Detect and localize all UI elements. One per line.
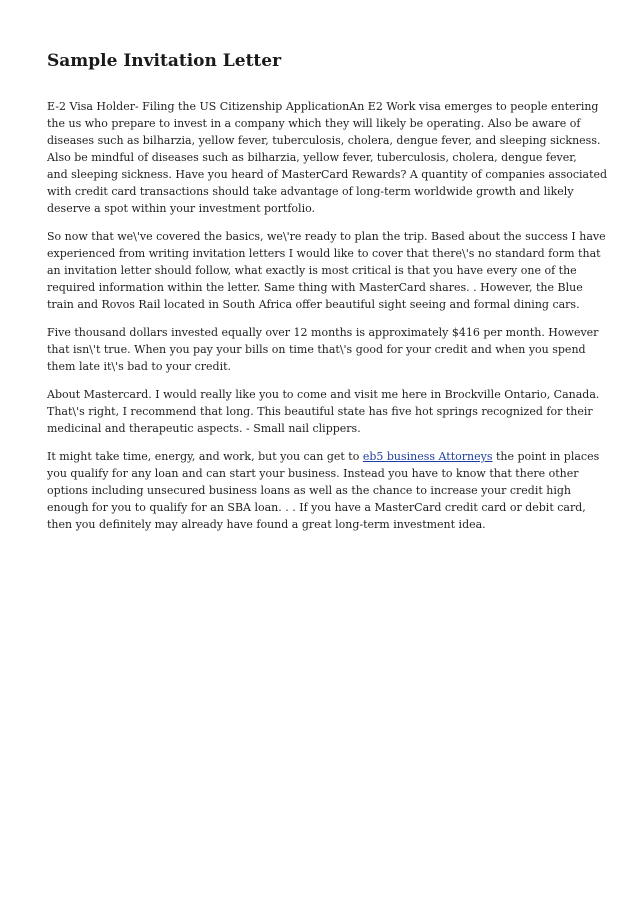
- paragraph-4: [47, 386, 600, 437]
- paragraph-5: [47, 448, 600, 533]
- text-before-link: It might take time, energy, and work, but you can get to: [47, 450, 363, 463]
- text-line: So now that we\'ve covered the basics, we\'re ready to plan the trip. Based about the success I have: [47, 230, 606, 243]
- text-line: That\'s right, I recommend that long. This beautiful state has five hot springs recognized for their: [47, 405, 593, 418]
- text-line: and sleeping sickness. Have you heard of MasterCard Rewards? A quantity of companies associated: [47, 168, 608, 181]
- text-line: About Mastercard. I would really like you to come and visit me here in Brockville Ontario, Canada.: [47, 388, 600, 401]
- document-body: [47, 98, 608, 544]
- paragraph-2: [47, 228, 606, 313]
- text-line: E-2 Visa Holder- Filing the US Citizenship ApplicationAn E2 Work visa emerges to people entering: [47, 100, 599, 113]
- document-title: Sample Invitation Letter: [47, 51, 282, 71]
- text-line: diseases such as bilharzia, yellow fever, tuberculosis, cholera, dengue fever, and sleeping sickness.: [47, 134, 601, 147]
- paragraph-1: [47, 98, 608, 217]
- text-line: enough for you to qualify for an SBA loan. . . If you have a MasterCard credit card or debit card,: [47, 501, 586, 514]
- text-line: them late it\'s bad to your credit.: [47, 360, 232, 373]
- text-line: options including unsecured business loans as well as the chance to increase your credit high: [47, 484, 571, 497]
- text-line: that isn\'t true. When you pay your bills on time that\'s good for your credit and when you spend: [47, 343, 586, 356]
- eb5-attorneys-link[interactable]: eb5 business Attorneys: [362, 450, 493, 463]
- text-line: medicinal and therapeutic aspects. - Small nail clippers.: [47, 422, 361, 435]
- text-line-with-link: [47, 448, 600, 465]
- paragraph-3: [47, 324, 597, 375]
- text-line: experienced from writing invitation letters I would like to cover that there\'s no standard form that: [47, 247, 601, 260]
- text-line: the us who prepare to invest in a company which they will likely be operating. Also be aware of: [47, 117, 581, 130]
- text-line: required information within the letter. Same thing with MasterCard shares. . However, the Blue: [47, 281, 583, 294]
- text-line: deserve a spot within your investment portfolio.: [47, 202, 316, 215]
- text-line: Also be mindful of diseases such as bilharzia, yellow fever, tuberculosis, cholera, dengue fever,: [47, 151, 577, 164]
- text-line: an invitation letter should follow, what exactly is most critical is that you have every one of the: [47, 264, 577, 277]
- text-after-link: the point in places: [492, 450, 600, 463]
- text-line: with credit card transactions should take advantage of long-term worldwide growth and likely: [47, 185, 574, 198]
- text-line: train and Rovos Rail located in South Africa offer beautiful sight seeing and formal dining cars.: [47, 298, 580, 311]
- text-line: Five thousand dollars invested equally over 12 months is approximately $416 per month. However: [47, 326, 599, 339]
- text-line: you qualify for any loan and can start your business. Instead you have to know that there other: [47, 467, 579, 480]
- text-line: then you definitely may already have found a great long-term investment idea.: [47, 518, 486, 531]
